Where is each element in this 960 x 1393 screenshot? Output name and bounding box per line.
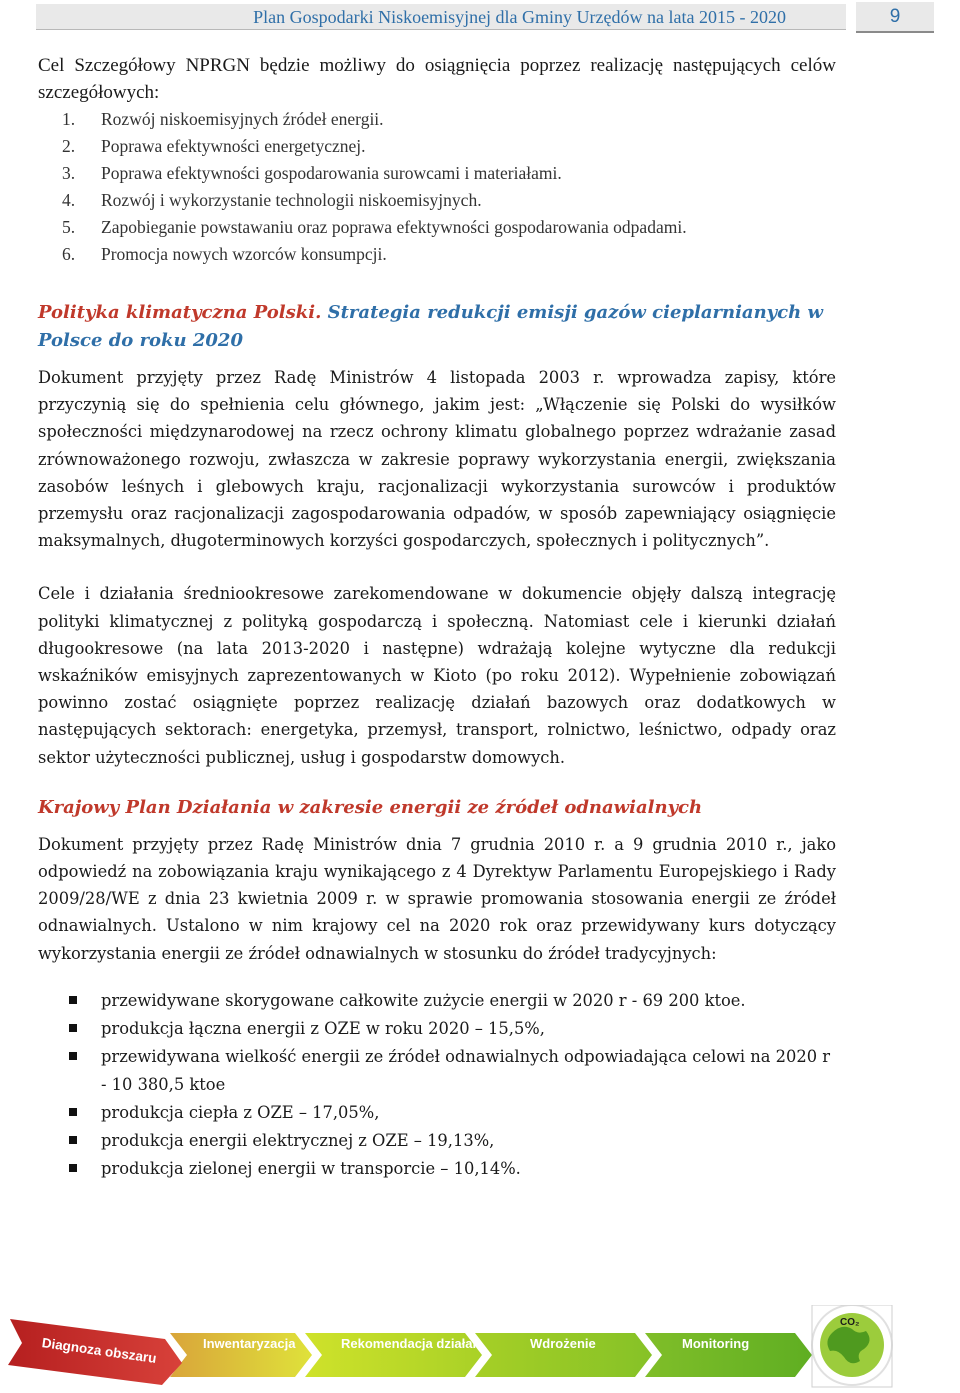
square-bullet-icon bbox=[69, 1136, 77, 1144]
list-item: 2. Poprawa efektywności energetycznej. bbox=[62, 136, 366, 156]
section-heading-renewables-plan: Krajowy Plan Działania w zakresie energii ze źródeł odnawialnych bbox=[38, 796, 703, 818]
step-label-inventory: Inwentaryzacja bbox=[203, 1336, 296, 1351]
paragraph: Dokument przyjęty przez Radę Ministrów 4 listopada 2003 r. wprowadza zapisy, które przyczynią się do spełnienia celu głównego, jakim jest: „Włączenie się Polski do wysiłków społeczności międzynarodowej na rzecz ochrony klimatu globalnego poprzez wdrażanie zasad zrównoważonego rozwoju, zwłaszcza w zakresie poprawy wykorzystania energii, zwiększania zasobów leśnych i glebowych kraju, racjonalizacji wykorzystania surowców i produktów przemysłu oraz racjonalizacji zagospodarowania odpadów, w sposób zapewniający osiągnięcie maksymalnych, długoterminowych korzyści gospodarczych, społecznych i politycznych”. bbox=[38, 368, 836, 551]
square-bullet-icon bbox=[69, 1108, 77, 1116]
list-item: przewidywana wielkość energii ze źródeł odnawialnych odpowiadająca celowi na 2020 r - 10 380,5 ktoe bbox=[38, 1043, 836, 1099]
list-item: produkcja łączna energii z OZE w roku 2020 – 15,5%, bbox=[38, 1015, 836, 1043]
footer-process-banner bbox=[0, 1305, 960, 1393]
list-item: 4. Rozwój i wykorzystanie technologii niskoemisyjnych. bbox=[62, 190, 482, 210]
step-label-recommendation: Rekomendacja działań bbox=[341, 1336, 481, 1351]
square-bullet-icon bbox=[69, 1024, 77, 1032]
paragraph: Cele i działania średniookresowe zarekomendowane w dokumencie objęły dalszą integrację polityki klimatycznej z polityką gospodarczą i społeczną. Natomiast cele i kierunki działań długookresowe (na lata 2013-2020 i następne) wdrażają kolejne wytyczne dla redukcji wskaźników emisyjnych zaprezentowanych w Kioto (po roku 2012). Wypełnienie zobowiązań powinno zostać osiągnięte poprzez realizację działań bazowych oraz dodatkowych w następujących sektorach: energetyka, przemysł, transport, rolnictwo, leśnictwo, odpady oraz sektor użyteczności publicznej, usług i gospodarstw domowych. bbox=[38, 584, 836, 767]
paragraph: Dokument przyjęty przez Radę Ministrów dnia 7 grudnia 2010 r. a 9 grudnia 2010 r., jako odpowiedź na zobowiązania kraju wynikającego z 4 Dyrektyw Parlamentu Europejskiego i Rady 2009/28/WE z dnia 23 kwietnia 2009 r. w sprawie promowania stosowania energii ze źródeł odnawialnych. Ustalono w nim krajowy cel na 2020 rok oraz przewidywany kurs dotyczący wykorzystania energii ze źródeł odnawialnych w stosunku do źródeł tradycyjnych: bbox=[38, 834, 836, 963]
document-title: Plan Gospodarki Niskoemisyjnej dla Gminy Urzędów na lata 2015 - 2020 bbox=[253, 7, 786, 27]
step-label-monitoring: Monitoring bbox=[682, 1336, 750, 1351]
targets-list bbox=[38, 987, 836, 1183]
page-content bbox=[38, 52, 836, 1183]
list-item: przewidywane skorygowane całkowite zużycie energii w 2020 r - 69 200 ktoe. bbox=[38, 987, 836, 1015]
step-label-implementation: Wdrożenie bbox=[530, 1336, 596, 1351]
goals-list bbox=[38, 106, 836, 268]
page-number: 9 bbox=[856, 2, 934, 33]
list-item: 5. Zapobieganie powstawaniu oraz poprawa efektywności gospodarowania odpadami. bbox=[62, 217, 687, 237]
section-heading-climate-policy: Polityka klimatyczna Polski. Strategia redukcji emisji gazów cieplarnianych w Polsce do roku 2020 bbox=[38, 302, 823, 351]
list-item: 1. Rozwój niskoemisyjnych źródeł energii. bbox=[62, 109, 384, 129]
square-bullet-icon bbox=[69, 1164, 77, 1172]
co2-label: CO₂ bbox=[840, 1317, 860, 1328]
list-item: 3. Poprawa efektywności gospodarowania surowcami i materiałami. bbox=[62, 163, 562, 183]
list-item: produkcja ciepła z OZE – 17,05%, bbox=[38, 1099, 836, 1127]
list-item: 6. Promocja nowych wzorców konsumpcji. bbox=[62, 244, 387, 264]
step-label-diagnosis: Diagnoza obszaru bbox=[40, 1335, 158, 1367]
running-header bbox=[36, 4, 846, 30]
list-item: produkcja zielonej energii w transporcie – 10,14%. bbox=[38, 1155, 836, 1183]
square-bullet-icon bbox=[69, 996, 77, 1004]
list-item: produkcja energii elektrycznej z OZE – 19,13%, bbox=[38, 1127, 836, 1155]
square-bullet-icon bbox=[69, 1052, 77, 1060]
intro-paragraph: Cel Szczegółowy NPRGN będzie możliwy do osiągnięcia poprzez realizację następujących celów szczegółowych: bbox=[38, 55, 836, 103]
